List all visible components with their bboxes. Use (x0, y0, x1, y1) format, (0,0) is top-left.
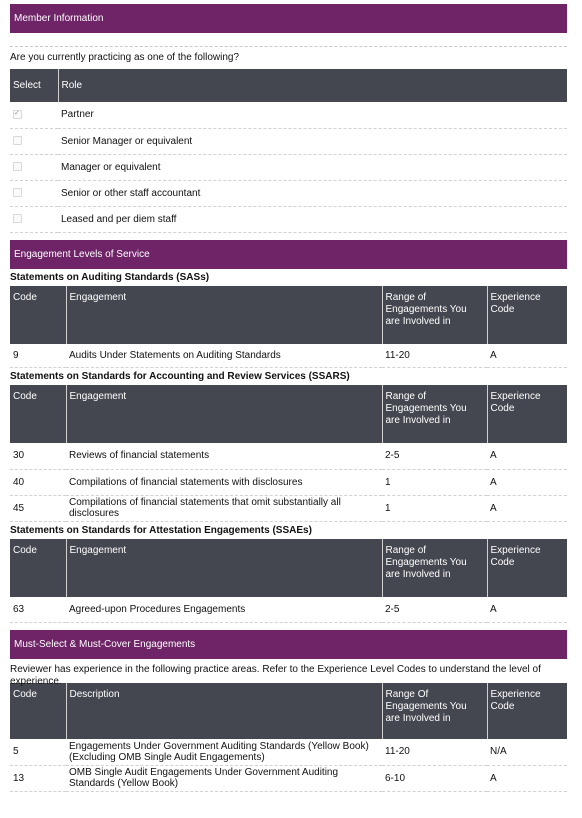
code-cell: 30 (10, 443, 66, 469)
role-checkbox-senior-staff[interactable] (13, 188, 22, 197)
range-column-header: Range of Engagements You are Involved in (382, 286, 487, 344)
role-row (10, 102, 567, 128)
select-column-header: Select (10, 69, 58, 102)
role-select-cell (10, 128, 58, 154)
section-title-ssae: Statements on Standards for Attestation Engagements (SSAEs) (10, 524, 312, 536)
engagement-levels-header: Engagement Levels of Service (10, 240, 567, 269)
experience-code-cell: A (487, 344, 567, 368)
role-column-header: Role (58, 69, 567, 102)
roles-table (10, 69, 567, 233)
table-row (10, 495, 567, 521)
code-column-header: Code (10, 385, 66, 443)
sas-table (10, 286, 567, 369)
range-cell: 11-20 (382, 344, 487, 368)
role-label: Manager or equivalent (58, 154, 567, 180)
table-row (10, 739, 567, 765)
code-cell: 9 (10, 344, 66, 368)
ssae-table (10, 539, 567, 624)
description-column-header: Description (66, 683, 382, 739)
experience-code-cell: A (487, 469, 567, 495)
role-label: Leased and per diem staff (58, 206, 567, 232)
role-checkbox-leased-staff[interactable] (13, 214, 22, 223)
role-select-cell (10, 206, 58, 232)
engagement-column-header: Engagement (66, 286, 382, 344)
experience-code-cell: A (487, 495, 567, 521)
experience-code-column-header: Experience Code (487, 683, 567, 739)
practice-question: Are you currently practicing as one of the following? (10, 52, 240, 63)
role-row (10, 206, 567, 232)
range-cell: 2-5 (382, 597, 487, 623)
code-cell: 13 (10, 765, 66, 791)
engagement-column-header: Engagement (66, 385, 382, 443)
experience-code-column-header: Experience Code (487, 286, 567, 344)
table-row (10, 469, 567, 495)
range-cell: 1 (382, 495, 487, 521)
ssars-table (10, 385, 567, 522)
experience-code-column-header: Experience Code (487, 539, 567, 597)
range-column-header: Range Of Engagements You are Involved in (382, 683, 487, 739)
description-cell: OMB Single Audit Engagements Under Government Auditing Standards (Yellow Book) (66, 765, 382, 791)
code-cell: 45 (10, 495, 66, 521)
code-column-header: Code (10, 683, 66, 739)
range-cell: 11-20 (382, 739, 487, 765)
experience-code-cell: A (487, 765, 567, 791)
role-select-cell (10, 102, 58, 128)
range-column-header: Range of Engagements You are Involved in (382, 385, 487, 443)
engagement-cell: Agreed-upon Procedures Engagements (66, 597, 382, 623)
role-label: Senior or other staff accountant (58, 180, 567, 206)
experience-code-cell: N/A (487, 739, 567, 765)
role-label: Partner (58, 102, 567, 128)
experience-code-cell: A (487, 443, 567, 469)
role-select-cell (10, 180, 58, 206)
table-row (10, 765, 567, 791)
role-checkbox-senior-manager[interactable] (13, 136, 22, 145)
code-column-header: Code (10, 539, 66, 597)
code-cell: 40 (10, 469, 66, 495)
experience-code-cell: A (487, 597, 567, 623)
role-checkbox-manager[interactable] (13, 162, 22, 171)
range-column-header: Range of Engagements You are Involved in (382, 539, 487, 597)
code-cell: 63 (10, 597, 66, 623)
table-row (10, 344, 567, 368)
table-row (10, 443, 567, 469)
must-select-intro: Reviewer has experience in the following practice areas. Refer to the Experience Level Codes to understand the level of experience. (10, 664, 541, 687)
range-cell: 2-5 (382, 443, 487, 469)
role-select-cell (10, 154, 58, 180)
engagement-column-header: Engagement (66, 539, 382, 597)
code-cell: 5 (10, 739, 66, 765)
role-row (10, 154, 567, 180)
must-select-header: Must-Select & Must-Cover Engagements (10, 630, 567, 659)
engagement-cell: Reviews of financial statements (66, 443, 382, 469)
table-row (10, 597, 567, 623)
member-information-header: Member Information (10, 4, 567, 33)
engagement-cell: Compilations of financial statements that omit substantially all disclosures (66, 495, 382, 521)
page (10, 4, 567, 792)
experience-code-column-header: Experience Code (487, 385, 567, 443)
range-cell: 1 (382, 469, 487, 495)
engagement-cell: Compilations of financial statements with disclosures (66, 469, 382, 495)
role-row (10, 128, 567, 154)
range-cell: 6-10 (382, 765, 487, 791)
section-title-sas: Statements on Auditing Standards (SASs) (10, 271, 210, 283)
role-checkbox-partner[interactable] (13, 110, 22, 119)
engagement-cell: Audits Under Statements on Auditing Standards (66, 344, 382, 368)
must-select-table (10, 683, 567, 792)
description-cell: Engagements Under Government Auditing Standards (Yellow Book) (Excluding OMB Single Audit Engagements) (66, 739, 382, 765)
code-column-header: Code (10, 286, 66, 344)
role-row (10, 180, 567, 206)
role-label: Senior Manager or equivalent (58, 128, 567, 154)
section-title-ssars: Statements on Standards for Accounting and Review Services (SSARS) (10, 371, 350, 382)
